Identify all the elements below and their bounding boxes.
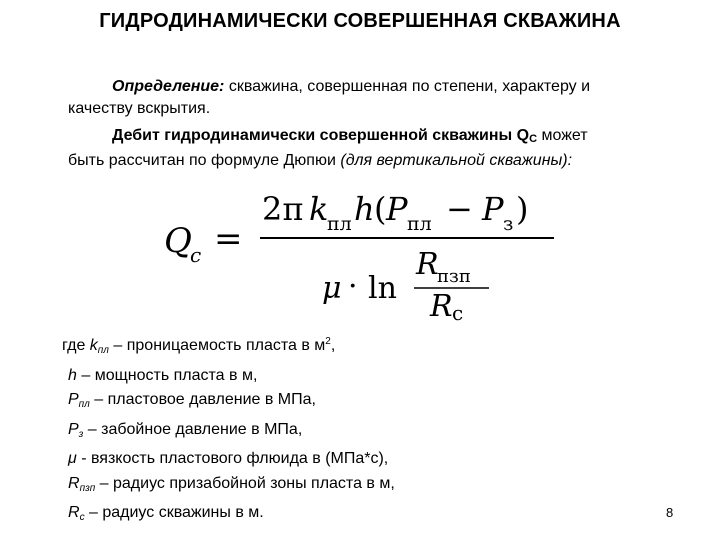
debit-after-bold: может — [537, 127, 588, 144]
formula-r-top: R — [416, 247, 439, 282]
definition-text: – проницаемость пласта в м — [108, 337, 326, 354]
definition-row-rpzp — [62, 472, 662, 502]
definition-sub: пл — [78, 399, 90, 410]
formula-r-bottom-sub: c — [452, 301, 464, 322]
definition-symbol: R — [68, 504, 80, 521]
definition-text-line1: скважина, совершенная по степени, характеру и — [224, 78, 591, 95]
definition-text: – радиус скважины в м. — [84, 504, 264, 521]
formula-p1: P — [386, 190, 408, 228]
debit-bold-text: Дебит гидродинамически совершенной скважины Q — [112, 127, 530, 144]
definition-sub: пзп — [79, 482, 96, 494]
definition-row-k — [62, 330, 662, 364]
formula-p2: P — [482, 190, 504, 228]
definition-term: Определение: — [112, 78, 225, 95]
formula-dot: · — [348, 269, 358, 304]
formula-r-top-sub: пзп — [437, 266, 471, 287]
formula-svg — [164, 182, 564, 322]
definition-suffix: , — [330, 337, 336, 354]
formula-k-sub: пл — [327, 213, 352, 235]
definition-sub: з — [78, 428, 84, 440]
definition-sub: с — [79, 512, 85, 523]
formula-ln: ln — [368, 271, 397, 306]
definition-text: – пластовое давление в МПа, — [89, 391, 316, 408]
definition-text-line2: качеству вскрытия. — [68, 100, 211, 117]
definition-prefix: где — [62, 337, 90, 354]
definition-sup: 2 — [325, 336, 331, 347]
dupuis-formula — [164, 182, 564, 322]
formula-r-bottom: R — [430, 289, 453, 322]
debit-paragraph — [68, 125, 668, 172]
formula-equals: = — [214, 219, 243, 259]
formula-p1-sub: пл — [407, 213, 432, 235]
formula-h: h — [354, 190, 375, 228]
formula-minus: − — [446, 190, 473, 228]
definition-row-ppl — [62, 388, 662, 418]
definition-paragraph — [68, 76, 668, 120]
definition-row-pz — [62, 418, 662, 448]
definition-symbol: k — [89, 337, 98, 354]
debit-line2-italic: (для вертикальной скважины): — [340, 152, 573, 169]
definition-row-h — [62, 364, 662, 389]
formula-close-paren: ) — [516, 190, 529, 228]
definition-text: – забойное давление в МПа, — [83, 420, 303, 438]
formula-lhs: Q — [164, 221, 192, 261]
formula-numerator-prefix: 2π — [262, 190, 304, 228]
slide-title: ГИДРОДИНАМИЧЕСКИ СОВЕРШЕННАЯ СКВАЖИНА — [99, 10, 621, 32]
definition-row-rc — [62, 501, 662, 531]
formula-p2-sub: з — [503, 213, 514, 235]
definition-text: – мощность пласта в м, — [76, 366, 258, 384]
definition-symbol: μ — [68, 450, 77, 467]
formula-k: k — [309, 190, 329, 228]
definition-symbol: h — [68, 366, 77, 384]
definition-symbol: P — [68, 391, 79, 408]
debit-line2: быть рассчитан по формуле Дюпюи — [68, 152, 341, 169]
definition-symbol: R — [68, 474, 80, 492]
page-number: 8 — [666, 505, 674, 520]
formula-open-paren: ( — [374, 190, 387, 228]
definitions-list — [62, 330, 662, 531]
definition-sub: пл — [97, 345, 109, 356]
definition-row-mu — [62, 447, 662, 472]
formula-mu: μ — [322, 271, 342, 306]
definition-text: – радиус призабойной зоны пласта в м, — [95, 474, 395, 492]
definition-symbol: P — [68, 420, 79, 438]
formula-lhs-sub: c — [190, 243, 202, 267]
definition-text: - вязкость пластового флюида в (МПа*с), — [76, 450, 389, 467]
debit-bold-sub: C — [529, 133, 538, 145]
